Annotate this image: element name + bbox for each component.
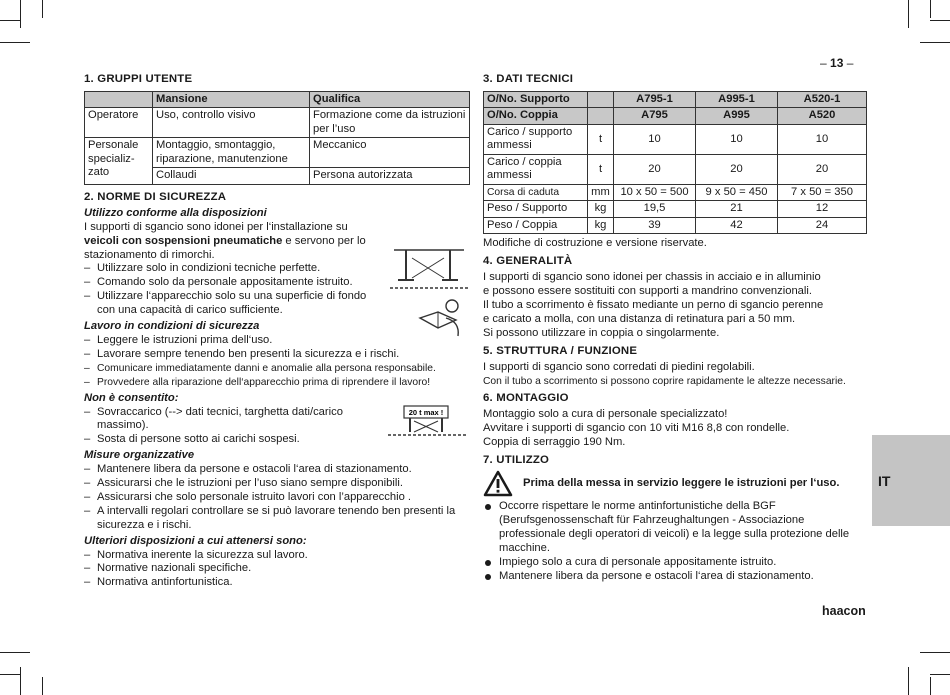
list-item: – Normative nazionali specifiche. [84, 562, 470, 576]
list-item: Impiego solo a cura di personale appositamente istruito. [483, 556, 867, 570]
structure-line: Con il tubo a scorrimento si possono coprire rapidamente le altezze necessarie. [483, 375, 846, 387]
warning-icon [483, 470, 513, 497]
header-cell: Qualifica [310, 91, 470, 108]
general-line: e possono essere sostituiti con supporti a mandrino convenzionali. [483, 285, 812, 298]
cell: 19,5 [614, 201, 696, 218]
list-item: – Utilizzare solo in condizioni tecniche perfette. [84, 262, 470, 276]
use-list [483, 500, 867, 583]
list-item: – Assicurarsi che solo personale istruito lavori con l’apparecchio . [84, 491, 470, 505]
language-tab: IT [872, 435, 950, 526]
crop-mark [20, 0, 21, 28]
cell: 20 [696, 154, 778, 184]
cell: Personale specializ-zato [85, 138, 153, 185]
header-cell [85, 91, 153, 108]
table-header-row [484, 91, 867, 108]
cell: Peso / Coppia [484, 217, 588, 234]
crop-mark [42, 677, 43, 695]
read-instructions-icon [416, 296, 468, 340]
cell: kg [588, 217, 614, 234]
crop-mark [930, 0, 931, 18]
header-cell: A520-1 [778, 91, 867, 108]
subsection-organizational: Misure organizzative [84, 449, 195, 462]
list-item: – Lavorare sempre tenendo ben presenti la sicurezza e i rischi. [84, 348, 470, 362]
section-title-structure: 5. STRUTTURA / FUNZIONE [483, 344, 638, 357]
header-cell [588, 108, 614, 125]
section-title-technical-data: 3. DATI TECNICI [483, 73, 574, 85]
cell: 39 [614, 217, 696, 234]
crop-mark [930, 674, 950, 675]
page-number: – 13 – [820, 56, 854, 70]
general-line: Il tubo a scorrimento è fissato mediante un perno di sgancio perenne [483, 299, 824, 312]
list-item: – Sosta di persone sotto ai carichi sospesi. [84, 433, 470, 447]
safe-work-list [84, 334, 470, 390]
cell: Carico / coppia ammessi [484, 154, 588, 184]
table-row [85, 108, 470, 138]
subsection-not-permitted: Non è consentito: [84, 391, 179, 404]
crop-mark [930, 20, 950, 21]
cell: Meccanico [310, 138, 470, 168]
general-line: e caricato a molla, con una distanza di retinatura pari a 50 mm. [483, 312, 796, 325]
header-cell: A520 [778, 108, 867, 125]
brand-logo-text: haacon [822, 604, 866, 618]
general-line: I supporti di sgancio sono idonei per chassis in acciaio e in alluminio [483, 271, 821, 284]
cell: 7 x 50 = 350 [778, 184, 867, 201]
general-line: Si possono utilizzare in coppia o singolarmente. [483, 326, 720, 339]
section-title-user-groups: 1. GRUPPI UTENTE [84, 73, 193, 85]
table-header-row [484, 108, 867, 125]
cell: Uso, controllo visivo [153, 108, 310, 138]
list-item: – Assicurarsi che le istruzioni per l’uso siano sempre disponibili. [84, 477, 470, 491]
section-title-safety: 2. NORME DI SICUREZZA [84, 190, 227, 203]
table-row [484, 124, 867, 154]
cell: mm [588, 184, 614, 201]
crop-mark [0, 674, 20, 675]
list-item: – A intervalli regolari controllare se si può lavorare tenendo ben presenti la sicurezza e i rischi. [84, 505, 470, 533]
cell: 21 [696, 201, 778, 218]
assembly-line: Coppia di serraggio 190 Nm. [483, 436, 626, 449]
cell: kg [588, 201, 614, 218]
cell: Corsa di caduta [484, 184, 588, 201]
organizational-list [84, 463, 470, 533]
list-item: – Provvedere alla riparazione dell‘apparecchio prima di riprendere il lavoro! [84, 376, 470, 390]
cell: 12 [778, 201, 867, 218]
crop-mark [908, 0, 909, 28]
header-cell: A995 [696, 108, 778, 125]
list-item: – Mantenere libera da persone e ostacoli l‘area di stazionamento. [84, 463, 470, 477]
left-column [84, 70, 470, 590]
cell: 20 [778, 154, 867, 184]
header-cell: O/No. Coppia [484, 108, 588, 125]
section-title-assembly: 6. MONTAGGIO [483, 392, 569, 405]
list-item: – Utilizzare l‘apparecchio solo su una superficie di fondo con una capacità di carico sufficiente. [84, 290, 387, 318]
crop-mark [42, 0, 43, 18]
warning-row [483, 470, 867, 497]
header-cell: A795 [614, 108, 696, 125]
warning-text: Prima della messa in servizio leggere le istruzioni per l‘uso. [523, 476, 840, 489]
cell: 42 [696, 217, 778, 234]
crop-mark [920, 42, 950, 43]
table-row [484, 154, 867, 184]
subsection-safe-work: Lavoro in condizioni di sicurezza [84, 320, 260, 333]
cell: 9 x 50 = 450 [696, 184, 778, 201]
crop-mark [930, 677, 931, 695]
technical-data-table [483, 91, 867, 235]
list-item: Occorre rispettare le norme antinfortunistiche della BGF (Berufsgenossenschaft für Fahrzeughaltungen - Associazione professionale degli operatori di veicoli) e la legge sulla protezione delle macchine. [483, 500, 867, 556]
list-item: – Sovraccarico (--> dati tecnici, targhetta dati/carico massimo). [84, 406, 367, 434]
cell: 10 x 50 = 500 [614, 184, 696, 201]
cell: Formazione come da istruzioni per l’uso [310, 108, 470, 138]
overload-illustration [386, 404, 468, 440]
cell: 20 [614, 154, 696, 184]
stand-ground-illustration [388, 244, 470, 296]
section-title-use: 7. UTILIZZO [483, 454, 550, 467]
structure-line: I supporti di sgancio sono corredati di piedini regolabili. [483, 360, 755, 373]
crop-mark [920, 652, 950, 653]
crop-mark [0, 20, 20, 21]
table-header-row [85, 91, 470, 108]
header-cell: O/No. Supporto [484, 91, 588, 108]
list-item: – Normativa inerente la sicurezza sul lavoro. [84, 549, 470, 563]
table-row [484, 217, 867, 234]
cell: Peso / Supporto [484, 201, 588, 218]
table-row [85, 138, 470, 168]
cell: Operatore [85, 108, 153, 138]
cell: Carico / supporto ammessi [484, 124, 588, 154]
cell: t [588, 154, 614, 184]
right-column [483, 70, 867, 583]
cell: Collaudi [153, 168, 310, 185]
cell: 10 [614, 124, 696, 154]
user-groups-table [84, 91, 470, 185]
header-cell: Mansione [153, 91, 310, 108]
cell: 10 [778, 124, 867, 154]
crop-mark [908, 667, 909, 695]
assembly-line: Montaggio solo a cura di personale specializzato! [483, 408, 728, 421]
cell: Persona autorizzata [310, 168, 470, 185]
crop-mark [0, 42, 30, 43]
assembly-line: Avvitare i supporti di sgancio con 10 viti M16 8,8 con rondelle. [483, 422, 790, 435]
list-item: – Comando solo da personale appositamente istruito. [84, 276, 470, 290]
header-cell: A995-1 [696, 91, 778, 108]
list-item: – Normativa antinfortunistica. [84, 576, 470, 590]
cell: 24 [778, 217, 867, 234]
list-item: – Comunicare immediatamente danni e anomalie alla persona responsabile. [84, 362, 470, 376]
cell: 10 [696, 124, 778, 154]
technical-note: Modifiche di costruzione e versione riservate. [483, 237, 707, 250]
subsection-further-rules: Ulteriori disposizioni a cui attenersi sono: [84, 534, 307, 547]
subsection-intended-use: Utilizzo conforme alla disposizioni [84, 206, 267, 219]
header-cell: A795-1 [614, 91, 696, 108]
overload-label: 20 t max ! [408, 408, 444, 417]
cell: t [588, 124, 614, 154]
intended-use-text: I supporti di sgancio sono idonei per l‘installazione su veicoli con sospensioni pneumatiche e servono per lo stazionamento di rimorchi. [84, 220, 366, 261]
further-rules-list [84, 549, 470, 591]
header-cell [588, 91, 614, 108]
section-title-general: 4. GENERALITÀ [483, 255, 573, 268]
list-item: Mantenere libera da persone e ostacoli l‘area di stazionamento. [483, 570, 867, 584]
list-item: – Leggere le istruzioni prima dell‘uso. [84, 334, 470, 348]
crop-mark [20, 667, 21, 695]
cell: Montaggio, smontaggio, riparazione, manutenzione [153, 138, 310, 168]
table-row [484, 184, 867, 201]
table-row [484, 201, 867, 218]
crop-mark [0, 652, 30, 653]
